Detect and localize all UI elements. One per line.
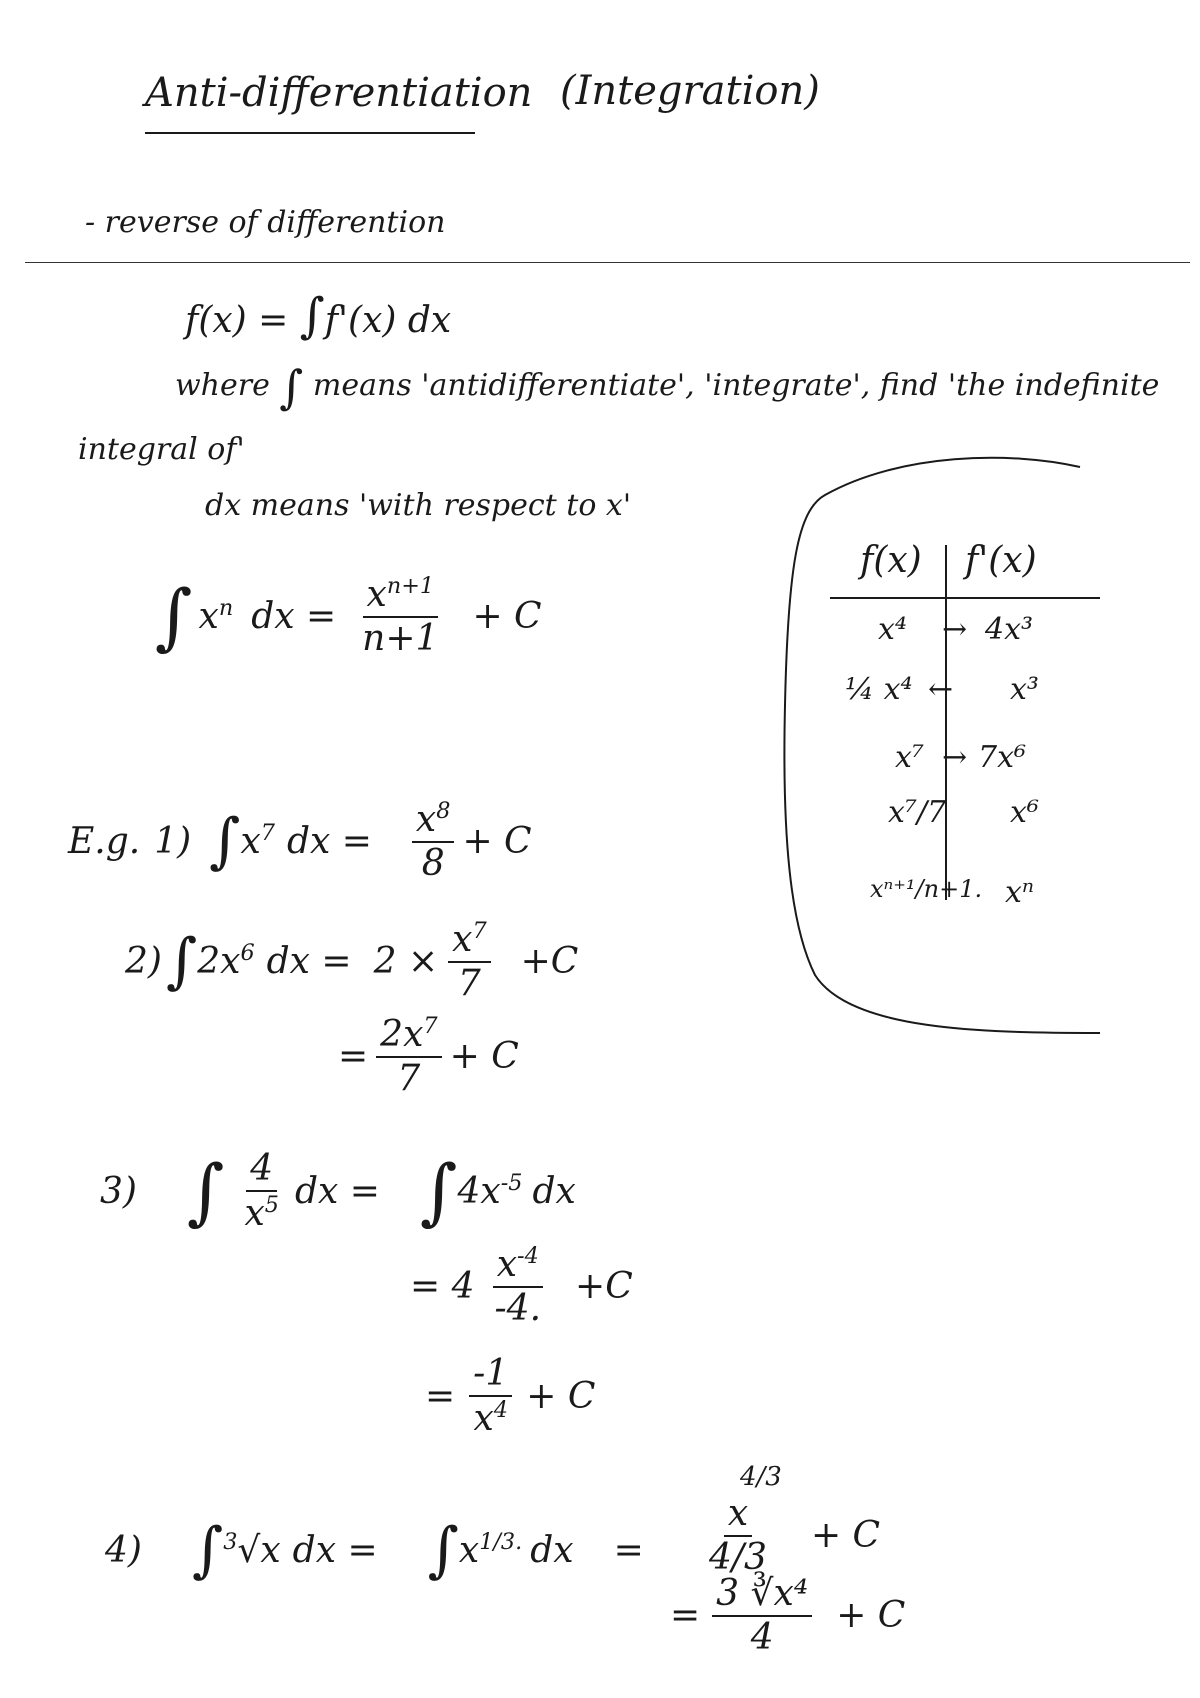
table-row-5-right: xⁿ (1005, 875, 1035, 910)
power-rule: ∫ $x^n$ dx = $\frac{x^{n+1}}{n+1}$ + C (155, 573, 542, 659)
table-header-fpx: f'(x) (965, 540, 1037, 581)
table-row-3-arrow: → (942, 740, 968, 775)
table-header-rule (830, 597, 1100, 599)
where-explanation: where ∫ means 'antidifferentiate', 'integrate', find 'the indefinite (175, 360, 1160, 414)
table-row-4-left: x⁷/7 (888, 795, 947, 830)
dx-explanation: dx means 'with respect to x' (205, 488, 632, 523)
example-1: E.g. 1) ∫ $x^7$ dx = $\frac{x^8}{8}$ + C (68, 798, 532, 884)
title-parenthetical: (Integration) (560, 68, 820, 114)
example-4-result: $\frac{x}{4/3}$ + C (709, 1493, 881, 1578)
example-3-step-1: = 4 $\frac{x^{-4}}{-4.}$ +C (410, 1243, 633, 1329)
example-3: 3) ∫ $\frac{4}{x^5}$ dx = ∫ $4x^{-5}$ dx (100, 1148, 576, 1234)
table-column-divider (945, 545, 947, 900)
table-row-2-arrow: ← (928, 672, 954, 707)
table-row-3-left: x⁷ (895, 740, 924, 775)
example-4: 4) ∫ $^3$√x dx = ∫ $x^{1/3.}$ dx = (105, 1515, 644, 1585)
example-2-step-2: = $\frac{2x^7}{7}$ + C (338, 1013, 519, 1099)
where-continued: integral of' (78, 432, 245, 467)
table-row-1-right: 4x³ (985, 612, 1034, 647)
table-header-fx: f(x) (860, 540, 922, 581)
title-text: Anti-differentiation (145, 70, 533, 116)
table-row-3-right: 7x⁶ (978, 740, 1027, 775)
table-row-2-right: x³ (1010, 672, 1039, 707)
example-4-final: = $\frac{\text{3 ∛x⁴}}{4}$ + C (670, 1573, 906, 1658)
section-divider (25, 262, 1190, 263)
table-row-1-arrow: → (942, 612, 968, 647)
example-4-result-exp: 4/3 (740, 1462, 782, 1492)
intro-text: - reverse of differention (85, 205, 446, 240)
page-title (145, 70, 532, 116)
example-2: 2) ∫ $2x^6$ dx = 2 × $\frac{x^7}{7}$ +C (125, 918, 579, 1004)
table-row-1-left: x⁴ (878, 612, 907, 647)
table-row-2-left: ¼ x⁴ (845, 672, 913, 707)
table-row-4-right: x⁶ (1010, 795, 1039, 830)
title-underline (145, 132, 475, 134)
example-3-step-2: = $\frac{-1}{x^4}$ + C (425, 1353, 596, 1439)
definition-formula: f(x) = ∫f'(x) dx (185, 288, 452, 344)
table-row-5-left: xⁿ⁺¹/n+1. (870, 875, 983, 903)
